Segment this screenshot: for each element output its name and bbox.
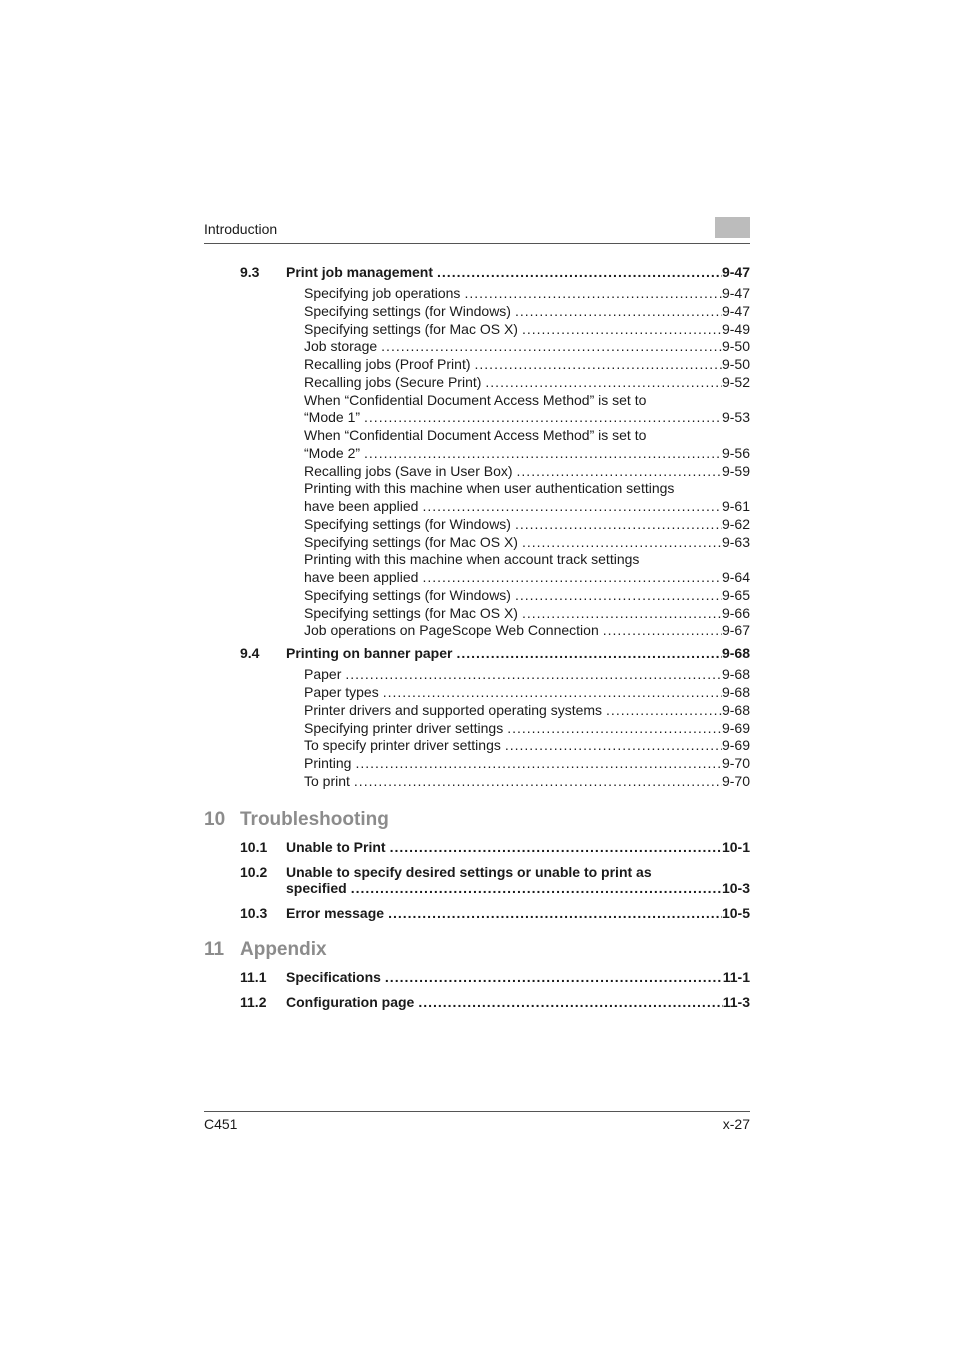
toc-item-text: Specifying settings (for Windows) <box>304 515 511 532</box>
toc-item-page: 9-52 <box>721 373 750 390</box>
leader-dots <box>351 880 722 896</box>
toc-item-page: 9-53 <box>721 409 750 426</box>
footer-model: C451 <box>204 1116 238 1132</box>
toc-item-page: 9-69 <box>721 719 750 736</box>
leader-dots <box>390 839 722 855</box>
toc-section-9-4[interactable] <box>204 645 750 666</box>
toc-item[interactable] <box>204 498 750 516</box>
section-page: 10-3 <box>721 879 750 896</box>
toc-item[interactable] <box>204 374 750 392</box>
leader-dots <box>507 720 722 736</box>
toc-item-page: 9-56 <box>721 444 750 461</box>
toc-item[interactable] <box>204 773 750 791</box>
leader-dots <box>383 684 722 700</box>
section-title: Error message <box>286 904 385 921</box>
toc-item-text: Recalling jobs (Save in User Box) <box>304 462 513 479</box>
toc-section-10-1[interactable] <box>204 839 750 860</box>
toc-item[interactable] <box>204 702 750 720</box>
leader-dots <box>515 516 722 532</box>
toc-item[interactable] <box>204 445 750 463</box>
leader-dots <box>422 569 722 585</box>
toc-item-text: Job storage <box>304 338 378 355</box>
section-page: 9-68 <box>721 645 750 662</box>
toc-item-text: Printing <box>304 755 352 772</box>
leader-dots <box>515 303 722 319</box>
section-title: Specifications <box>286 968 381 985</box>
toc-item-page: 9-68 <box>721 666 750 683</box>
chapter-title: Troubleshooting <box>240 808 389 830</box>
leader-dots <box>603 622 722 638</box>
toc-item-page: 9-68 <box>721 683 750 700</box>
toc-item[interactable] <box>204 516 750 534</box>
toc-item-page: 9-64 <box>721 568 750 585</box>
chapter-number: 11 <box>204 938 225 960</box>
toc-item-page: 9-50 <box>721 356 750 373</box>
section-page: 9-47 <box>721 264 750 280</box>
footer-page-number: x-27 <box>722 1116 750 1132</box>
page-footer <box>204 1111 750 1132</box>
toc-item[interactable] <box>204 534 750 552</box>
toc-item-page: 9-47 <box>721 302 750 319</box>
section-number: 9.3 <box>240 264 260 280</box>
toc-item[interactable] <box>204 720 750 738</box>
toc-item-text: have been applied <box>304 568 419 585</box>
toc-section-10-2-cont[interactable] <box>204 880 750 901</box>
toc-item-text: Specifying settings (for Mac OS X) <box>304 604 518 621</box>
page-header <box>204 219 750 244</box>
leader-dots <box>345 666 722 682</box>
toc-item-text: Specifying job operations <box>304 285 461 301</box>
section-number: 10.1 <box>240 838 268 855</box>
toc-item-text: Printer drivers and supported operating systems <box>304 701 603 718</box>
section-page: 10-1 <box>721 838 750 855</box>
toc-item-line1[interactable]: When “Confidential Document Access Method” is set to <box>304 391 647 408</box>
toc-item-page: 9-65 <box>721 586 750 603</box>
section-number: 11.1 <box>240 968 267 985</box>
toc-item-line1[interactable]: Printing with this machine when user authentication settings <box>304 480 675 497</box>
toc-item-page: 9-66 <box>721 604 750 621</box>
section-title: Configuration page <box>286 993 415 1010</box>
header-tab-marker <box>715 217 750 238</box>
toc-item-text: Paper types <box>304 683 379 700</box>
toc-item[interactable] <box>204 285 750 303</box>
leader-dots <box>355 755 722 771</box>
toc-item[interactable] <box>204 684 750 702</box>
toc-item[interactable] <box>204 605 750 623</box>
toc-item-line1[interactable]: When “Confidential Document Access Method” is set to <box>304 427 647 444</box>
section-title-line1: Unable to specify desired settings or unable to print as <box>286 863 652 880</box>
leader-dots <box>606 702 722 718</box>
toc-item-text: “Mode 1” <box>304 409 361 426</box>
toc-item[interactable] <box>204 587 750 605</box>
toc-item-page: 9-59 <box>721 462 750 479</box>
toc-item[interactable] <box>204 737 750 755</box>
section-number: 10.2 <box>240 863 268 880</box>
toc-item-page: 9-70 <box>721 755 750 772</box>
toc-item[interactable] <box>204 622 750 640</box>
toc-section-11-2[interactable] <box>204 994 750 1015</box>
toc-item-text: Job operations on PageScope Web Connection <box>304 622 599 639</box>
section-number: 10.3 <box>240 904 268 921</box>
toc-item[interactable] <box>204 666 750 684</box>
toc-section-11-1[interactable] <box>204 969 750 990</box>
toc-item-page: 9-61 <box>721 497 750 514</box>
toc-section-10-3[interactable] <box>204 905 750 926</box>
table-of-contents <box>204 264 750 1015</box>
leader-dots <box>456 645 722 661</box>
toc-item-text: have been applied <box>304 497 419 514</box>
toc-item[interactable] <box>204 569 750 587</box>
toc-item-text: Specifying printer driver settings <box>304 719 504 736</box>
toc-section-10-2[interactable] <box>204 864 750 880</box>
section-page: 10-5 <box>721 904 750 921</box>
section-page: 11-3 <box>722 993 750 1010</box>
toc-item[interactable] <box>204 755 750 773</box>
chapter-number: 10 <box>204 808 226 830</box>
header-title: Introduction <box>204 221 278 237</box>
toc-item[interactable] <box>204 409 750 427</box>
leader-dots <box>422 498 722 514</box>
toc-item-page: 9-63 <box>721 533 750 550</box>
leader-dots <box>364 409 722 425</box>
leader-dots <box>517 463 722 479</box>
toc-item-text: “Mode 2” <box>304 444 361 461</box>
section-number: 9.4 <box>240 645 260 662</box>
leader-dots <box>522 605 722 621</box>
chapter-heading-11[interactable] <box>204 939 750 969</box>
chapter-title: Appendix <box>240 938 327 960</box>
toc-section-9-3[interactable] <box>204 264 750 285</box>
leader-dots <box>385 969 723 985</box>
section-title: Printing on banner paper <box>286 645 453 662</box>
toc-item-text: To specify printer driver settings <box>304 737 501 754</box>
toc-item-page: 9-68 <box>721 701 750 718</box>
section-title: Print job management <box>286 264 434 280</box>
toc-item-page: 9-49 <box>721 320 750 337</box>
toc-item[interactable] <box>204 463 750 481</box>
toc-item[interactable] <box>204 321 750 339</box>
leader-dots <box>464 285 722 301</box>
leader-dots <box>485 374 722 390</box>
leader-dots <box>418 994 722 1010</box>
leader-dots <box>522 534 722 550</box>
toc-item-page: 9-70 <box>721 772 750 789</box>
leader-dots <box>505 737 722 753</box>
toc-item-text: Specifying settings (for Windows) <box>304 586 511 603</box>
leader-dots <box>522 321 722 337</box>
toc-item-line1[interactable]: Printing with this machine when account track settings <box>304 551 640 568</box>
toc-item-page: 9-62 <box>721 515 750 532</box>
leader-dots <box>388 905 722 921</box>
toc-item[interactable] <box>204 303 750 321</box>
section-number: 11.2 <box>240 993 267 1010</box>
toc-item-text: Paper <box>304 666 342 683</box>
leader-dots <box>354 773 722 789</box>
section-page: 11-1 <box>722 968 750 985</box>
toc-item[interactable] <box>204 356 750 374</box>
leader-dots <box>437 264 722 280</box>
toc-item-text: Specifying settings (for Mac OS X) <box>304 320 518 337</box>
leader-dots <box>475 356 722 372</box>
leader-dots <box>364 445 722 461</box>
toc-item-text: To print <box>304 772 350 789</box>
chapter-heading-10[interactable] <box>204 809 750 839</box>
toc-item[interactable] <box>204 338 750 356</box>
toc-item-page: 9-69 <box>721 737 750 754</box>
toc-item-text: Specifying settings (for Windows) <box>304 302 511 319</box>
toc-item-page: 9-50 <box>721 338 750 355</box>
toc-item-page: 9-47 <box>721 285 750 301</box>
toc-item-text: Recalling jobs (Proof Print) <box>304 356 471 373</box>
section-title: Unable to Print <box>286 838 386 855</box>
leader-dots <box>515 587 722 603</box>
toc-item-page: 9-67 <box>721 622 750 639</box>
section-title: specified <box>286 879 347 896</box>
leader-dots <box>381 338 722 354</box>
toc-item-text: Recalling jobs (Secure Print) <box>304 373 482 390</box>
toc-item-text: Specifying settings (for Mac OS X) <box>304 533 518 550</box>
